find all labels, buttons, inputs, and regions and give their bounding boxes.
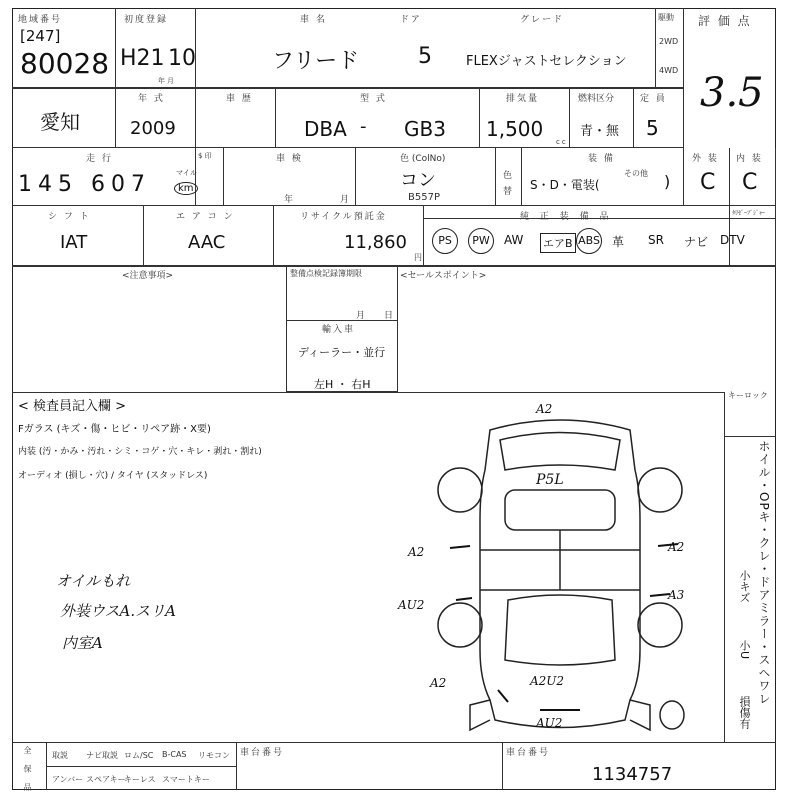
diagram-mark-left-rear: A2 [430, 676, 447, 690]
record-divider [286, 320, 398, 321]
grade-label: グレード [520, 15, 565, 25]
recycle-unit: 円 [414, 253, 424, 262]
option-5: 革 [612, 235, 625, 249]
ac-value: AAC [188, 232, 226, 253]
diagram-mark-rear: A2U2 [530, 674, 565, 688]
mileage-value: 145 607 [18, 172, 151, 197]
capacity-value: 5 [646, 116, 659, 140]
venue-code: [247] [20, 27, 61, 45]
lot-number: 80028 [20, 47, 110, 80]
recycle-label: リサイクル預託金 [300, 212, 387, 222]
diagram-mark-roof: P5L [536, 472, 564, 488]
venue-label: 地域番号 [18, 15, 63, 25]
inspection-month: 月 [340, 195, 352, 205]
recolor-label-2: 替 [503, 187, 515, 197]
record-month: 月 [356, 311, 368, 321]
year-label: 年 式 [138, 94, 165, 104]
footer-label-6: アンバー [52, 775, 84, 784]
footer-label-7: スペアキー [86, 775, 126, 784]
handwritten-note-2: 外装ウスA.スリA [60, 602, 176, 620]
mileage-label: 走 行 [86, 154, 113, 164]
equipment-value: S・D・電装( [530, 178, 600, 192]
first-reg-unit: 年月 [158, 77, 176, 85]
inspection-record-label: 整備点検記録簿期限 [290, 269, 362, 278]
footer-label-5: リモコン [198, 751, 230, 760]
drive-2wd: 2WD [659, 37, 679, 46]
side-label-scratch: 小キズ [738, 570, 751, 603]
footer-label-4: B-CAS [162, 750, 187, 759]
exterior-grade: C [700, 170, 716, 195]
model-prefix: DBA [304, 117, 347, 141]
model-code: GB3 [404, 117, 446, 141]
sales-point-label: <セールスポイント> [400, 271, 487, 281]
equipment-other-label: その他 [624, 169, 648, 178]
option-2: AW [504, 233, 524, 247]
interior-label: 内 装 [736, 154, 763, 164]
fuel-value: 青・無 [580, 124, 620, 139]
displacement-value: 1,500 [486, 117, 544, 141]
diagram-mark-left-front: A2 [408, 545, 425, 559]
diagram-mark-right-front: A2 [668, 540, 685, 554]
recolor-label-1: 色 [503, 171, 515, 181]
option-4: ABS [576, 228, 602, 254]
import-label: 輸入車 [322, 325, 356, 335]
score-label: 評 価 点 [698, 14, 752, 28]
footer-label-8: キーレス [124, 775, 156, 784]
footer-top [12, 742, 776, 743]
capacity-label: 定 員 [640, 94, 667, 104]
interior-line: 内装 (汚・かみ・汚れ・シミ・コゲ・穴・キレ・剥れ・割れ) [18, 447, 262, 457]
year-value: 2009 [130, 118, 176, 139]
handle-value: 左H ・ 右H [314, 378, 371, 391]
inspector-title: < 検査員記入欄 > [18, 399, 127, 414]
first-reg-month: 10 [168, 46, 196, 71]
region-value: 愛知 [40, 110, 80, 134]
chassis-label-2: 車台番号 [506, 748, 551, 758]
door-count: 5 [418, 44, 432, 69]
options-divider [424, 218, 776, 219]
footer-label-2: ナビ取説 [86, 751, 118, 760]
equipment-close-paren: ) [664, 172, 671, 191]
side-column-border [724, 392, 725, 742]
inspection-year: 年 [284, 195, 296, 205]
record-day: 日 [384, 311, 396, 321]
diagram-mark-left-door: AU2 [398, 598, 425, 612]
shift-value: IAT [60, 232, 88, 253]
cc-unit: cc [556, 138, 568, 146]
footer-divider-c [502, 742, 503, 790]
door-label: ドア [400, 15, 422, 25]
interior-grade: C [742, 170, 758, 195]
footer-mid [46, 766, 236, 767]
option-7: ナビ [684, 235, 709, 249]
stamp-label: $ 印 [198, 152, 212, 160]
first-reg-era: H21 [120, 46, 165, 71]
drive-label: 駆動 [658, 13, 674, 22]
drive-4wd: 4WD [659, 66, 679, 75]
model-label: 型 式 [360, 94, 387, 104]
dealer-value: ディーラー・並行 [298, 346, 386, 359]
option-0: PS [432, 228, 458, 254]
audio-line: オーディオ (損し・穴) / タイヤ (スタッドレス) [18, 471, 208, 481]
model-separator: - [360, 116, 367, 137]
inspector-top [12, 392, 724, 393]
diagram-mark-right-door: A3 [668, 588, 685, 602]
diagram-mark-top: A2 [536, 402, 553, 416]
key-lock-label: キーロック [728, 391, 768, 400]
footer-label-9: スマートキー [162, 775, 210, 784]
footer-label-0: 全 保 品 [23, 746, 32, 796]
inspection-label: 車 検 [276, 154, 303, 164]
fuel-label: 燃料区分 [578, 94, 615, 104]
option-1: PW [468, 228, 494, 254]
car-name: フリード [272, 49, 360, 74]
color-number: B557P [408, 192, 440, 203]
chassis-number: 1134757 [592, 764, 673, 785]
tv-label: ﾀﾘｾﾞｰﾌﾞｼﾞｬｰ [732, 210, 766, 217]
shift-label: シ フ ト [48, 212, 91, 222]
diagram-mark-bumper: AU2 [536, 716, 563, 730]
option-6: SR [648, 233, 664, 247]
color-label: 色 (ColNo) [400, 154, 446, 164]
side-label-damage: 損傷有 [738, 696, 751, 729]
first-reg-label: 初度登録 [124, 15, 169, 25]
mileage-unit: km [174, 182, 198, 195]
handwritten-note-1: オイルもれ [56, 572, 131, 590]
caution-label: <注意事項> [122, 271, 174, 281]
footer-label-3: ロム/SC [124, 751, 154, 760]
recycle-fee: 11,860 [344, 232, 407, 253]
option-3: エアB [540, 233, 576, 253]
history-label: 車 歴 [226, 94, 253, 104]
car-name-label: 車 名 [300, 15, 327, 25]
glass-line: Fガラス (キズ・傷・ヒビ・リペア跡・X要) [18, 424, 211, 435]
option-8: DTV [720, 233, 745, 247]
side-column-divider [724, 436, 776, 437]
mileage-unit-alt: マイル [176, 169, 197, 177]
options-label: 純 正 装 備 品 [520, 212, 613, 222]
chassis-label: 車台番号 [240, 748, 285, 758]
cc-label: 排気量 [506, 94, 540, 104]
car-diagram [430, 400, 690, 745]
footer-divider-b [236, 742, 237, 790]
equipment-label: 装 備 [588, 154, 615, 164]
exterior-label: 外 装 [692, 154, 719, 164]
ac-label: エ ア コ ン [176, 212, 235, 222]
footer-label-1: 取説 [52, 751, 68, 760]
side-label-dent: 小U [738, 640, 751, 660]
grade-value: FLEXジャストセレクション [466, 54, 627, 69]
handwritten-note-3: 内室A [62, 634, 103, 652]
score-value: 3.5 [700, 70, 764, 116]
side-vertical-text: ホイル・OPキ・クレ・ドアミラー・スヘワレ [757, 440, 771, 706]
color-value: コン [400, 170, 436, 191]
